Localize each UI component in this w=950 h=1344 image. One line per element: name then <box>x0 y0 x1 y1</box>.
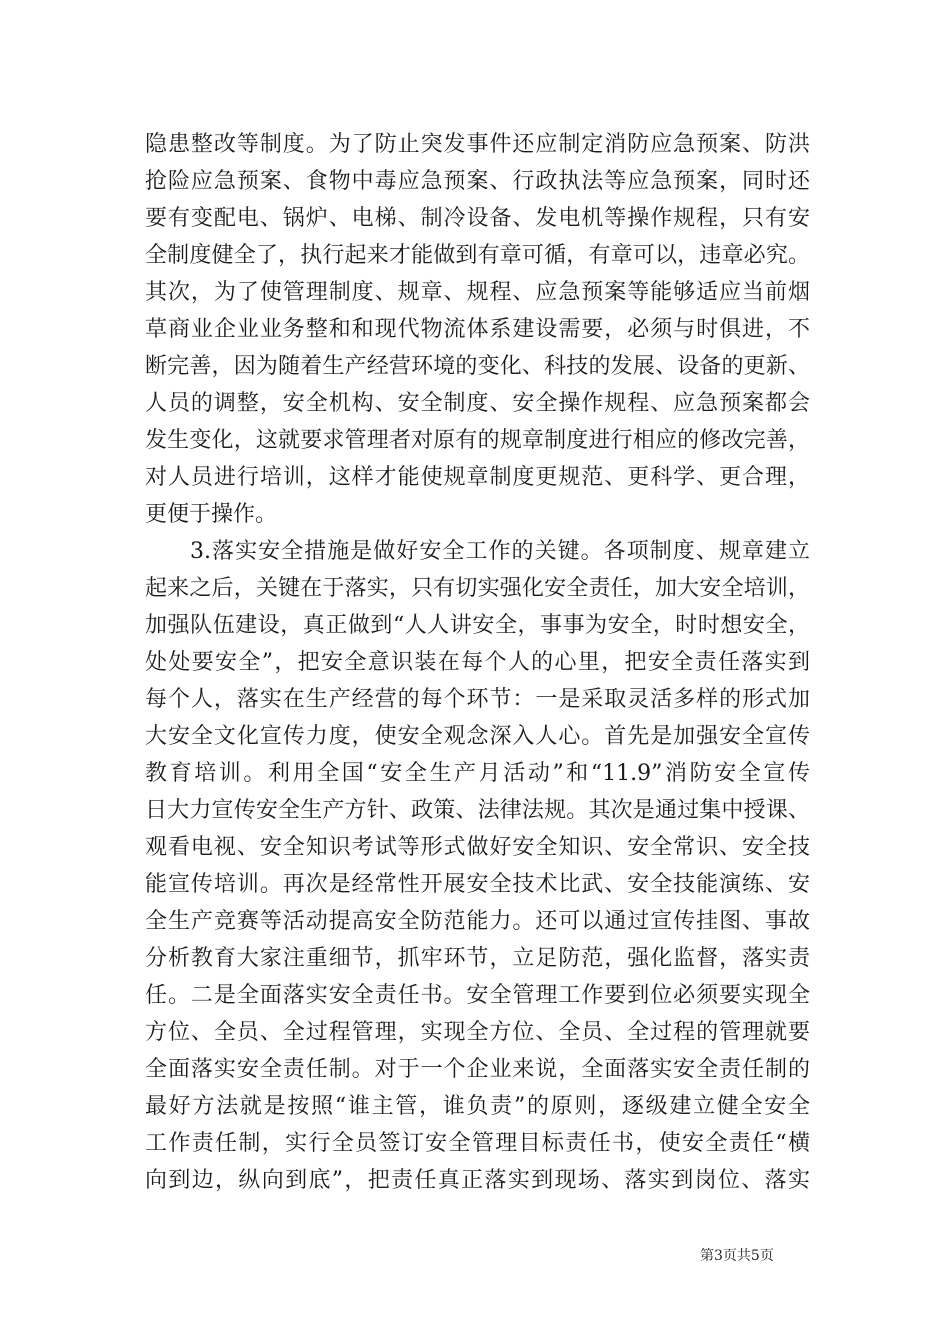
text-line: 人员的调整，安全机构、安全制度、安全操作规程、应急预案都会 <box>145 391 810 416</box>
text-line: 能宣传培训。再次是经常性开展安全技术比武、安全技能演练、安 <box>145 872 810 897</box>
text-line: 加强队伍建设，真正做到“人人讲安全，事事为安全，时时想安全， <box>145 613 810 638</box>
text-line: 分析教育大家注重细节，抓牢环节，立足防范，强化监督，落实责 <box>145 946 810 971</box>
text-line: 要有变配电、锅炉、电梯、制冷设备、发电机等操作规程，只有安 <box>145 206 810 231</box>
text-line: 向到边，纵向到底”，把责任真正落实到现场、落实到岗位、落实 <box>145 1168 810 1193</box>
text-line: 处处要安全”，把安全意识装在每个人的心里，把安全责任落实到 <box>145 650 810 675</box>
text-line: 抢险应急预案、食物中毒应急预案、行政执法等应急预案，同时还 <box>145 169 810 194</box>
text-line: 工作责任制，实行全员签订安全管理目标责任书，使安全责任“横 <box>145 1131 810 1156</box>
text-line: 全制度健全了，执行起来才能做到有章可循，有章可以，违章必究。 <box>145 243 810 268</box>
text-line: 断完善，因为随着生产经营环境的变化、科技的发展、设备的更新、 <box>145 354 810 379</box>
text-line: 日大力宣传安全生产方针、政策、法律法规。其次是通过集中授课、 <box>145 798 810 823</box>
text-line: 全面落实安全责任制。对于一个企业来说，全面落实安全责任制的 <box>145 1057 810 1082</box>
text-line: 最好方法就是按照“谁主管，谁负责”的原则，逐级建立健全安全 <box>145 1094 810 1119</box>
text-line: 隐患整改等制度。为了防止突发事件还应制定消防应急预案、防洪 <box>145 132 810 157</box>
section-heading-line: 3.落实安全措施是做好安全工作的关键。各项制度、规章建立 <box>190 539 810 564</box>
text-line: 对人员进行培训，这样才能使规章制度更规范、更科学、更合理， <box>145 465 810 490</box>
text-line: 教育培训。利用全国“安全生产月活动”和“11.9”消防安全宣传 <box>145 761 810 786</box>
text-line: 其次，为了使管理制度、规章、规程、应急预案等能够适应当前烟 <box>145 280 810 305</box>
text-line: 起来之后，关键在于落实，只有切实强化安全责任，加大安全培训， <box>145 576 810 601</box>
text-line: 更便于操作。 <box>145 502 278 527</box>
text-line: 任。二是全面落实安全责任书。安全管理工作要到位必须要实现全 <box>145 983 810 1008</box>
text-line: 方位、全员、全过程管理，实现全方位、全员、全过程的管理就要 <box>145 1020 810 1045</box>
page-number: 第3页共5页 <box>700 1248 774 1264</box>
text-line: 每个人，落实在生产经营的每个环节：一是采取灵活多样的形式加 <box>145 687 810 712</box>
text-line: 大安全文化宣传力度，使安全观念深入人心。首先是加强安全宣传 <box>145 724 810 749</box>
text-line: 全生产竞赛等活动提高安全防范能力。还可以通过宣传挂图、事故 <box>145 909 810 934</box>
text-line: 发生变化，这就要求管理者对原有的规章制度进行相应的修改完善， <box>145 428 810 453</box>
text-line: 草商业企业业务整和和现代物流体系建设需要，必须与时俱进，不 <box>145 317 810 342</box>
text-line: 观看电视、安全知识考试等形式做好安全知识、安全常识、安全技 <box>145 835 810 860</box>
